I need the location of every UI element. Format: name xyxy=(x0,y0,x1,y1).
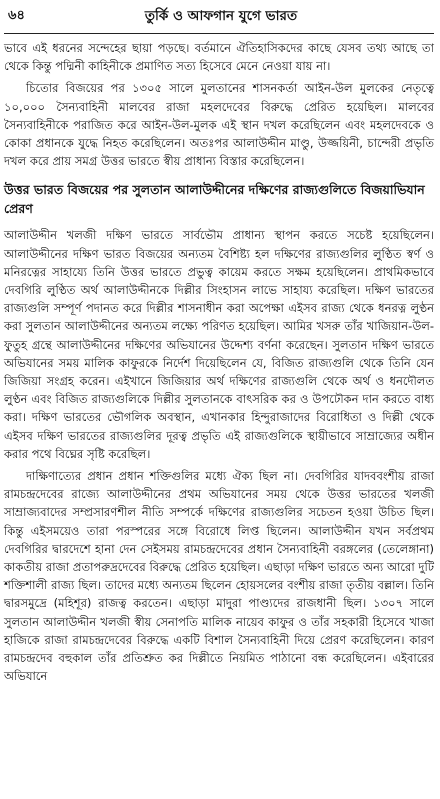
paragraph: ভাবে এই ধরনের সন্দেহের ছায়া পড়ছে। বর্তমানে ঐতিহাসিকদের কাছে যেসব তথ্য আছে তা থেকে কিন্তু পদ্মিনী কাহিনীকে প্রমাণিত সত্য হিসেবে মেনে নেওয়া যায় না। xyxy=(4,41,434,74)
section-heading: উত্তর ভারত বিজয়ের পর সুলতান আলাউদ্দীনের দক্ষিণের রাজ্যগুলিতে বিজয়াভিযান প্রেরণ xyxy=(4,182,425,217)
paragraph: চিতোর বিজয়ের পর ১৩০৫ সালে মুলতানের শাসনকর্তা আইন-উল মুলকের নেতৃত্বে ১০,০০০ সৈন্যবাহিনী মালবের রাজা মহলদেবের বিরুদ্ধে প্রেরিত হয়েছিল। মালবের সৈন্যবাহিনীকে পরাজিত করে আইন-উল-মুলক এই স্থান দখল করেছিলেন এবং মহলদেবকে ও কোকা প্রধানকে যুদ্ধে নিহত করেছিলেন। অতঃপর আলাউদ্দীন মাণ্ডু, উজ্জয়িনী, চান্দেরী প্রভৃতি দখল করে প্রায় সমগ্র উত্তর ভারতে স্বীয় প্রাধান্য বিস্তার করেছিলেন। xyxy=(4,81,434,169)
page-header xyxy=(4,0,434,34)
body-text xyxy=(4,226,434,685)
page-number: ৬৪ xyxy=(8,8,25,23)
running-title: তুর্কি ও আফগান যুগে ভারত xyxy=(144,8,298,24)
paragraph: দাক্ষিণাত্যের প্রধান প্রধান শক্তিগুলির মধ্যে ঐক্য ছিল না। দেবগিরির যাদববংশীয় রাজা রামচন্দ্রদেবের রাজ্যে আলাউদ্দীনের প্রথম অভিযানের সময় থেকে উত্তর ভারতের খলজী সাম্রাজ্যবাদের সম্প্রসারণশীল নীতি সম্পর্কে দক্ষিণের রাজ্যগুলির সচেতন হওয়া উচিত ছিল। কিন্তু এইসময়েও তারা পরস্পরের সঙ্গে বিরোধে লিপ্ত ছিলেন। আলাউদ্দীন যখন সর্বপ্রথম দেবগিরির দ্বারদেশে হানা দেন সেইসময় রামচন্দ্রদেবের প্রধান সৈন্যবাহিনী বরঙ্গলের (তেলেঙ্গানা) কাকতীয় রাজা প্রতাপরুদ্রদেবের বিরুদ্ধে প্রেরিত হয়েছিল। এছাড়া দক্ষিণ ভারতে অন্য আরো দুটি শক্তিশালী রাজ্য ছিল। তাদের মধ্যে অন্যতম ছিলেন হোয়সলের বংশীয় রাজা তৃতীয় বল্লাল। তিনি দ্বারসমুদ্রে (মহিশূর) রাজত্ব করতেন। এছাড়া মাদুরা পাণ্ড্যদের রাজধানী ছিল। ১৩০৭ সালে সুলতান আলাউদ্দীন খলজী স্বীয় সেনাপতি মালিক নায়েব কাফুর ও তাঁর সহকারী হিসেবে খাজা হাজিকে রাজা রামচন্দ্রদেবের বিরুদ্ধে একটি বিশাল সৈন্যবাহিনী দিয়ে প্রেরণ করেছিলেন। কারণ রামচন্দ্রদেব বহুকাল তাঁর প্রতিশ্রুত কর দিল্লীতে নিয়মিত পাঠানো বন্ধ করেছিলেন। এইবারের অভিযানে xyxy=(4,469,434,684)
paragraph: আলাউদ্দীন খলজী দক্ষিণ ভারতে সার্বভৌম প্রাধান্য স্থাপন করতে সচেষ্ট হয়েছিলেন। আলাউদ্দীনের দক্ষিণ ভারত বিজয়ের অন্যতম বৈশিষ্ট্য হল দক্ষিণের রাজ্যগুলির লুণ্ঠিত স্বর্ণ ও মনিরত্নের সাহায্যে তিনি উত্তর ভারতে প্রভুত্ব কায়েম করতে সক্ষম হয়েছিলেন। প্রাথমিকভাবে দেবগিরি লুণ্ঠিত অর্থ আলাউদ্দীনকে দিল্লীর সিংহাসন লাভে সাহায্য করেছিল। দক্ষিণ ভারতের রাজ্যগুলি সম্পূর্ণ পদানত করে দিল্লীর শাসনাধীন করা অপেক্ষা এইসব রাজ্য থেকে ধনরত্ন লুণ্ঠন করা সুলতান আলাউদ্দীনের অন্যতম লক্ষ্যে পরিণত হয়েছিল। আমির খসরু তাঁর খাজিয়ান-উল-ফুতুহ গ্রন্থে আলাউদ্দীনের দক্ষিণের অভিযানের উদ্দেশ্য বর্ণনা করেছেন। সুলতান দক্ষিণ ভারতে অভিযানের সময় মালিক কাফুরকে নির্দেশ দিয়েছিলেন যে, বিজিত রাজ্যগুলি থেকে তিনি যেন জিজিয়া সংগ্রহ করেন। এইখানে জিজিয়ার অর্থ দক্ষিণের রাজ্যগুলি থেকে অর্থ ও ধনদৌলত লুণ্ঠন এবং বিজিত রাজ্যগুলিকে দিল্লীর সুলতানকে বাৎসরিক কর ও উপঢৌকন দান করতে বাধ্য করা। দক্ষিণ ভারতের ভৌগলিক অবস্থান, এখানকার হিন্দুরাজাদের বিরোধিতা ও দিল্লী থেকে এইসব দক্ষিণ ভারতের রাজ্যগুলির দূরত্ব প্রভৃতি এই রাজ্যগুলিকে স্থায়ীভাবে সাম্রাজ্যের অধীন করার পথে বিঘ্নের সৃষ্টি করেছিল। xyxy=(4,228,434,461)
top-text xyxy=(4,39,434,170)
